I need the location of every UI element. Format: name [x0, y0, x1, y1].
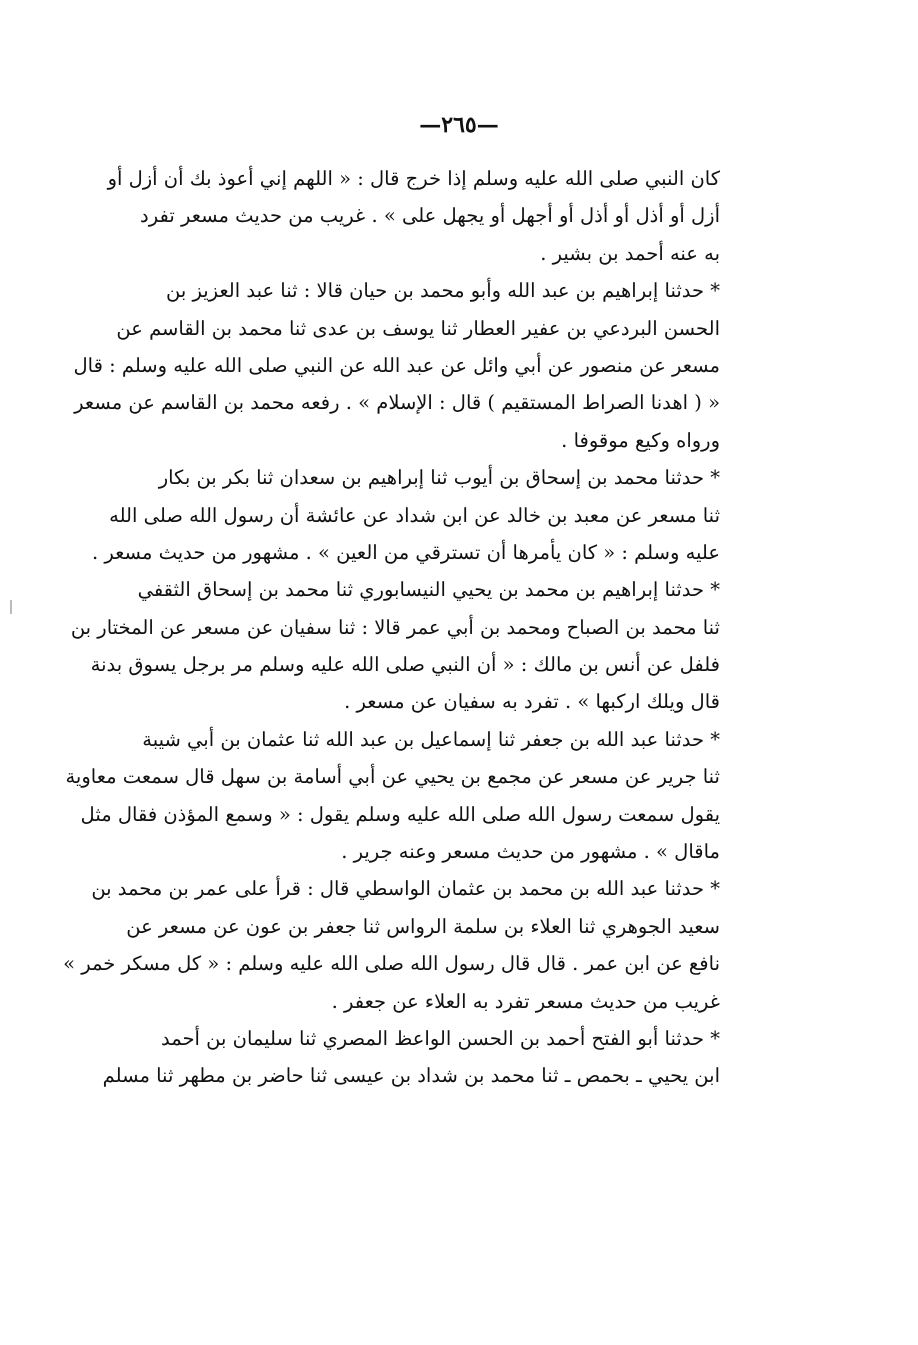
page-body-text [63, 160, 720, 1095]
text-line: أزل أو أذل أو أذل أو أجهل أو يجهل على » . غريب من حديث مسعر تفرد [140, 204, 720, 228]
text-line: عليه وسلم : « كان يأمرها أن تسترقي من العين » . مشهور من حديث مسعر . [91, 540, 720, 564]
text-line: الحسن البردعي بن عفير العطار ثنا يوسف بن عدى ثنا محمد بن القاسم عن [116, 316, 720, 340]
text-line: * حدثنا محمد بن إسحاق بن أيوب ثنا إبراهيم بن سعدان ثنا بكر بن بكار [158, 466, 720, 490]
text-line: ماقال » . مشهور من حديث مسعر وعنه جرير . [341, 840, 720, 864]
text-line: كان النبي صلى الله عليه وسلم إذا خرج قال : « اللهم إني أعوذ بك أن أزل أو [107, 167, 720, 190]
margin-mark [10, 600, 12, 614]
page-number: —٢٦٥— [419, 112, 499, 138]
text-line: * حدثنا إبراهيم بن محمد بن يحيي النيسابوري ثنا محمد بن إسحاق الثقفي [137, 578, 720, 602]
text-line: ورواه وكيع موقوفا . [561, 428, 720, 452]
text-line: غريب من حديث مسعر تفرد به العلاء عن جعفر . [331, 989, 720, 1013]
text-line: * حدثنا إبراهيم بن عبد الله وأبو محمد بن حيان قالا : ثنا عبد العزيز بن [165, 279, 720, 303]
text-line: سعيد الجوهري ثنا العلاء بن سلمة الرواس ثنا جعفر بن عون عن مسعر عن [126, 914, 720, 938]
text-line: ابن يحيي ـ بحمص ـ ثنا محمد بن شداد بن عيسى ثنا حاضر بن مطهر ثنا مسلم [102, 1064, 720, 1088]
text-line: ثنا جرير عن مسعر عن مجمع بن يحيي عن أبي أسامة بن سهل قال سمعت معاوية [65, 765, 720, 789]
text-line: * حدثنا أبو الفتح أحمد بن الحسن الواعظ المصري ثنا سليمان بن أحمد [160, 1026, 720, 1050]
text-line: يقول سمعت رسول الله صلى الله عليه وسلم يقول : « وسمع المؤذن فقال مثل [80, 802, 720, 826]
text-line: * حدثنا عبد الله بن جعفر ثنا إسماعيل بن عبد الله ثنا عثمان بن أبي شيبة [142, 727, 720, 751]
text-line: « ( اهدنا الصراط المستقيم ) قال : الإسلام » . رفعه محمد بن القاسم عن مسعر [74, 391, 720, 415]
text-line: ثنا مسعر عن معبد بن خالد عن ابن شداد عن عائشة أن رسول الله صلى الله [109, 503, 720, 527]
text-line: مسعر عن منصور عن أبي وائل عن عبد الله عن النبي صلى الله عليه وسلم : قال [73, 353, 720, 377]
text-line: ثنا محمد بن الصباح ومحمد بن أبي عمر قالا : ثنا سفيان عن مسعر عن المختار بن [70, 615, 720, 639]
text-line: به عنه أحمد بن بشير . [540, 241, 720, 265]
text-line: * حدثنا عبد الله بن محمد بن عثمان الواسطي قال : قرأ على عمر بن محمد بن [91, 877, 720, 901]
text-line: فلفل عن أنس بن مالك : « أن النبي صلى الله عليه وسلم مر برجل يسوق بدنة [90, 653, 720, 677]
text-line: قال ويلك اركبها » . تفرد به سفيان عن مسعر . [344, 690, 720, 714]
text-line: نافع عن ابن عمر . قال قال رسول الله صلى الله عليه وسلم : « كل مسكر خمر » [63, 952, 720, 976]
